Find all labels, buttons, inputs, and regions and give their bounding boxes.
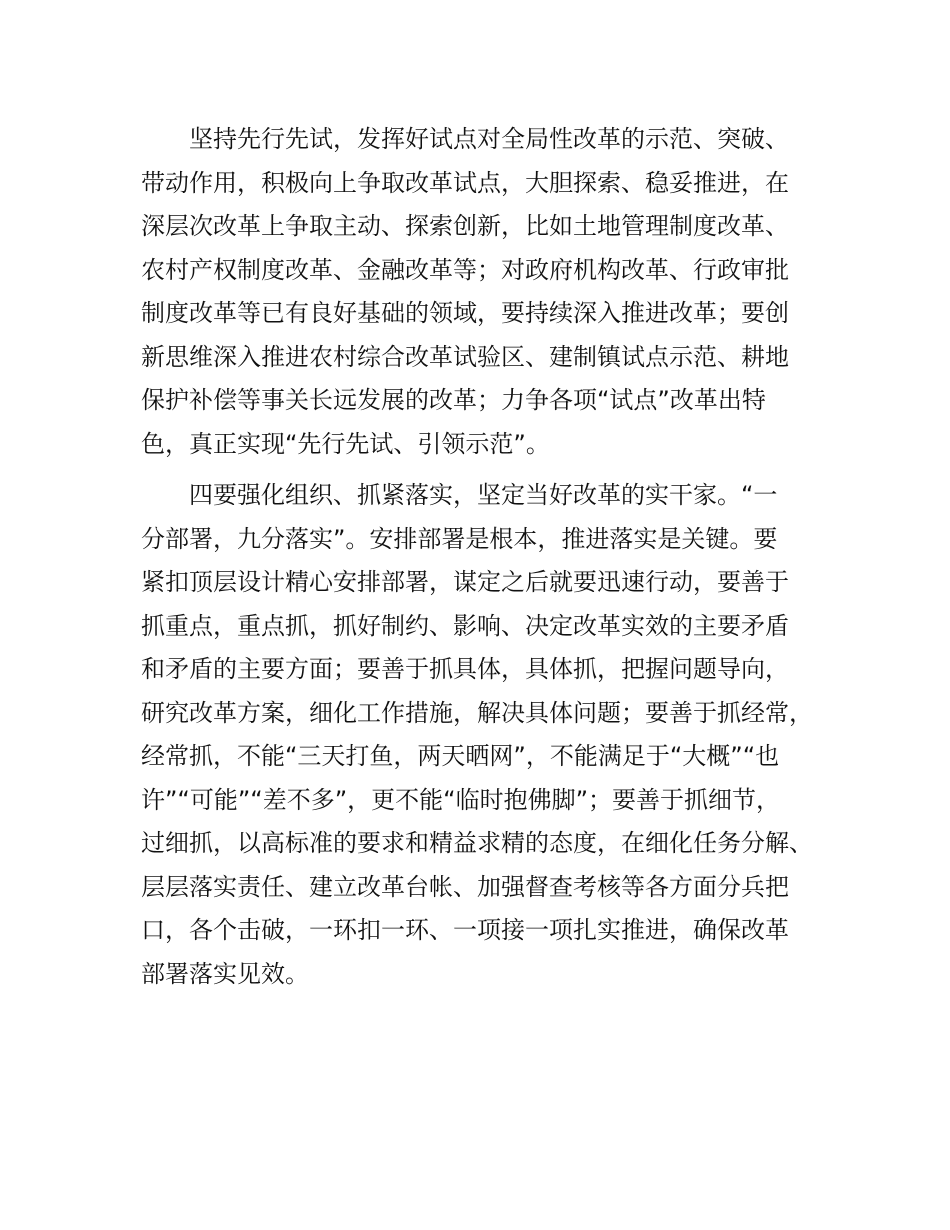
text-line: 经常抓，不能“三天打鱼，两天晒网”，不能满足于“大概”“也 bbox=[141, 742, 780, 770]
text-line: 抓重点，重点抓，抓好制约、影响、决定改革实效的主要矛盾 bbox=[141, 611, 789, 640]
text-line: 保护补偿等事关长远发展的改革；力争各项“试点”改革出特 bbox=[141, 386, 766, 414]
text-line: 研究改革方案，细化工作措施，解决具体问题；要善于抓经常， bbox=[141, 698, 813, 727]
text-line: 和矛盾的主要方面；要善于抓具体，具体抓，把握问题导向， bbox=[141, 655, 789, 683]
text-line: 制度改革等已有良好基础的领域，要持续深入推进改革；要创 bbox=[141, 299, 789, 327]
paragraph-implementation bbox=[141, 474, 833, 996]
text-line: 农村产权制度改革、金融改革等；对政府机构改革、行政审批 bbox=[141, 255, 789, 284]
text-line: 带动作用，积极向上争取改革试点，大胆探索、稳妥推进，在 bbox=[141, 168, 789, 197]
text-line: 部署落实见效。 bbox=[141, 959, 309, 988]
text-line: 坚持先行先试，发挥好试点对全局性改革的示范、突破、 bbox=[189, 125, 789, 153]
text-line: 深层次改革上争取主动、探索创新，比如土地管理制度改革、 bbox=[141, 212, 789, 240]
paragraph-pilot-reform bbox=[141, 118, 833, 466]
text-line: 新思维深入推进农村综合改革试验区、建制镇试点示范、耕地 bbox=[141, 342, 789, 371]
text-line: 层层落实责任、建立改革台帐、加强督查考核等各方面分兵把 bbox=[141, 872, 789, 901]
text-line: 过细抓，以高标准的要求和精益求精的态度，在细化任务分解、 bbox=[141, 829, 813, 857]
text-line: 色，真正实现“先行先试、引领示范”。 bbox=[141, 429, 550, 458]
text-line: 分部署，九分落实”。安排部署是根本，推进落实是关键。要 bbox=[141, 524, 778, 553]
text-line: 许”“可能”“差不多”，更不能“临时抱佛脚”；要善于抓细节， bbox=[141, 785, 781, 814]
document-body bbox=[141, 118, 833, 1004]
text-line: 紧扣顶层设计精心安排部署，谋定之后就要迅速行动，要善于 bbox=[141, 568, 789, 596]
text-line: 口，各个击破，一环扣一环、一项接一项扎实推进，确保改革 bbox=[141, 916, 789, 944]
text-line: 四要强化组织、抓紧落实，坚定当好改革的实干家。“一 bbox=[189, 481, 778, 509]
